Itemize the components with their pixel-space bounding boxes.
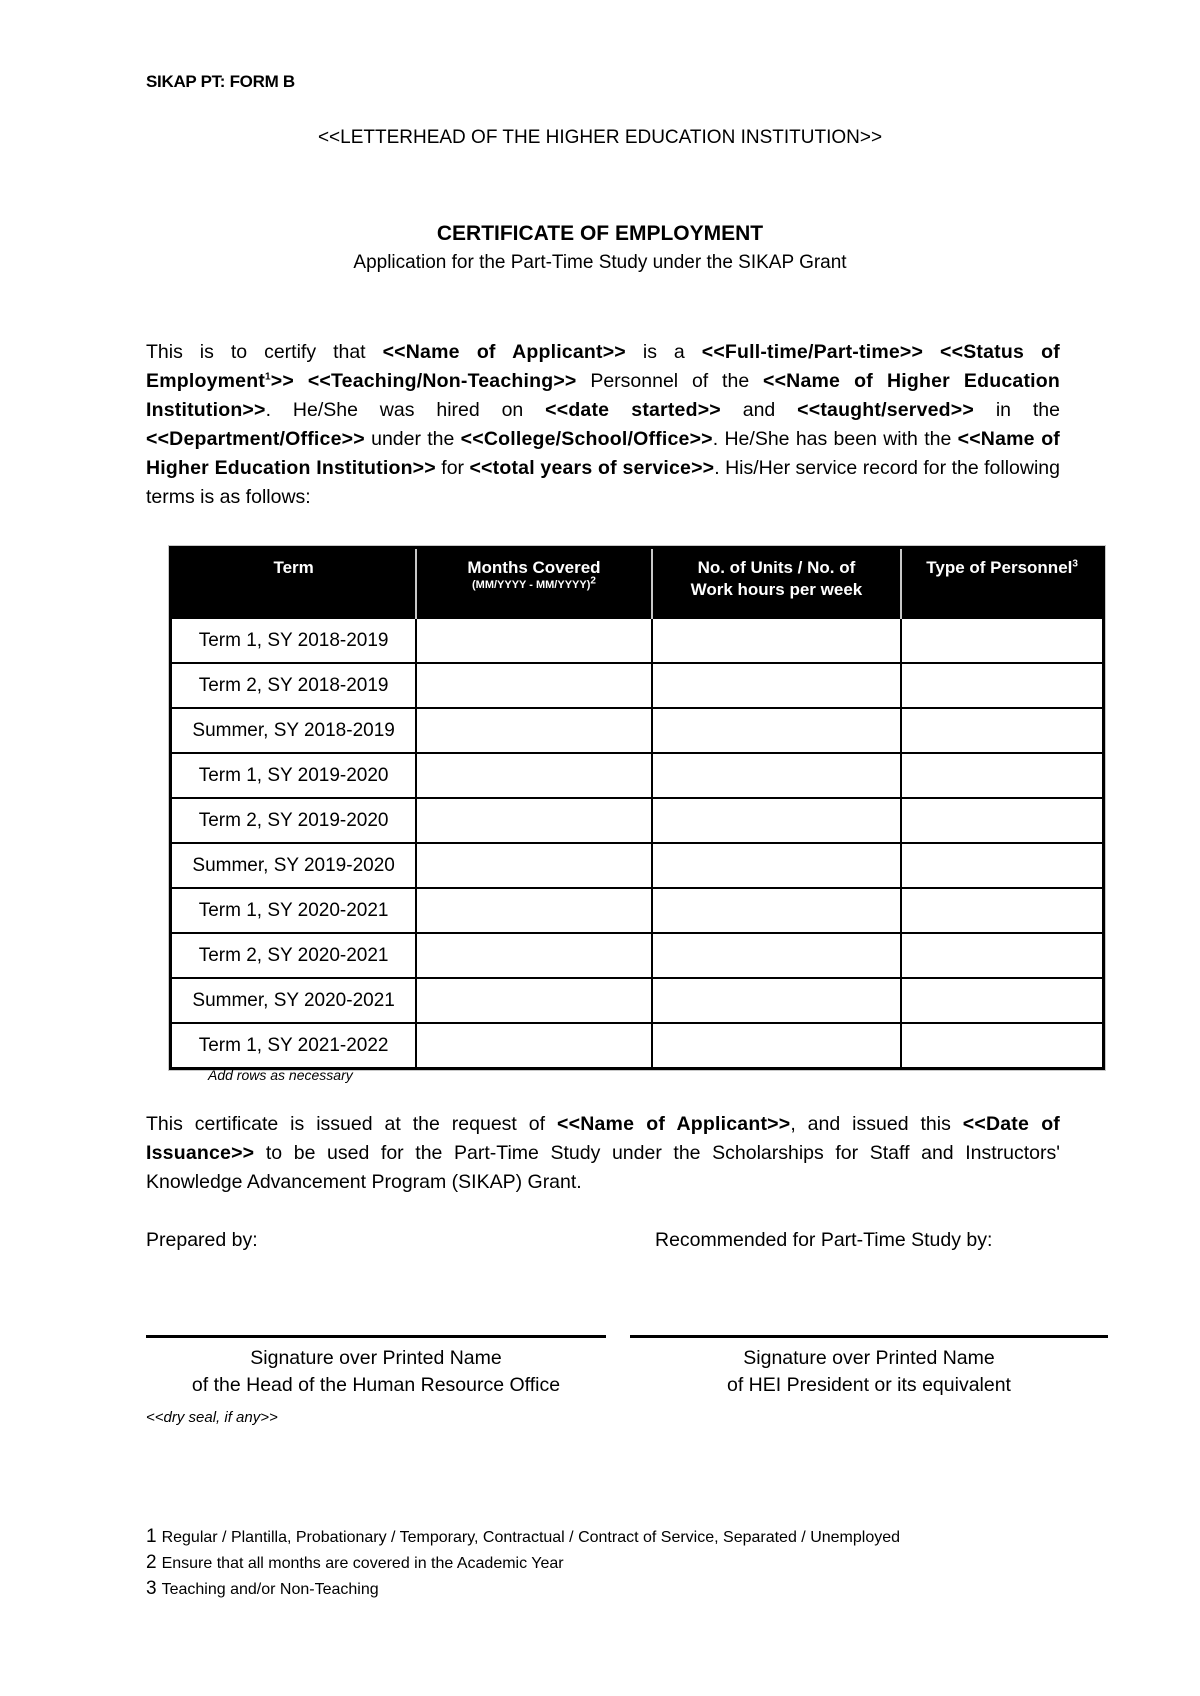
footnotes: [146, 1524, 900, 1602]
caption-line: of HEI President or its equivalent: [727, 1374, 1011, 1396]
units-cell: [652, 978, 902, 1023]
teaching-type-field: <<Teaching/Non-Teaching>>: [307, 370, 577, 392]
text: for: [435, 457, 470, 479]
text: in the: [973, 399, 1061, 421]
months-cell: [416, 978, 651, 1023]
type-cell: [901, 618, 1103, 663]
footnote-number: 1: [146, 1526, 157, 1547]
term-cell: Term 2, SY 2018-2019: [171, 663, 417, 708]
header-units-line1: No. of Units / No. of: [697, 558, 856, 577]
table-header-row: [171, 548, 1104, 619]
months-cell: [416, 798, 651, 843]
text: This is to certify that: [146, 341, 383, 363]
department-office-field: <<Department/Office>>: [146, 428, 365, 450]
text: is a: [625, 341, 702, 363]
text: . He/She has been with the: [712, 428, 958, 450]
text: Personnel of the: [576, 370, 763, 392]
text: This certificate is issued at the request of: [146, 1113, 558, 1135]
header-units-hours: [652, 548, 902, 619]
table-note: Add rows as necessary: [208, 1067, 353, 1083]
term-cell: Term 1, SY 2020-2021: [171, 888, 417, 933]
hei-president-signature-caption: [630, 1345, 1108, 1399]
caption-line: of the Head of the Human Resource Office: [191, 1374, 561, 1396]
header-units-line2: Work hours per week: [690, 580, 863, 599]
type-cell: [901, 843, 1103, 888]
months-cell: [416, 888, 651, 933]
text: (MM/YYYY - MM/YYYY): [472, 579, 591, 591]
type-cell: [901, 978, 1103, 1023]
text: under the: [364, 428, 461, 450]
recommended-by-label: Recommended for Part-Time Study by:: [655, 1229, 993, 1251]
table-row: [171, 1023, 1104, 1069]
dry-seal-note: <<dry seal, if any>>: [146, 1409, 278, 1426]
text: and: [720, 399, 798, 421]
prepared-by-label: Prepared by:: [146, 1229, 258, 1251]
footnote-text: Ensure that all months are covered in the Academic Year: [161, 1555, 564, 1572]
units-cell: [652, 933, 902, 978]
header-term: Term: [171, 548, 417, 619]
text: to be used for the Part-Time Study under the Scholarships for Staff and Instructors' Knowledge Advancement Program (SIKAP) Grant.: [146, 1142, 1060, 1193]
units-cell: [652, 663, 902, 708]
header-months-covered: [416, 548, 651, 619]
table-row: [171, 978, 1104, 1023]
hei-president-signature-line: [630, 1335, 1108, 1338]
header-months-format: [423, 575, 644, 591]
table-row: [171, 663, 1104, 708]
type-cell: [901, 798, 1103, 843]
text: [294, 370, 308, 392]
months-cell: [416, 618, 651, 663]
table-row: [171, 618, 1104, 663]
units-cell: [652, 1023, 902, 1069]
table-row: [171, 843, 1104, 888]
footnote: [146, 1576, 900, 1602]
term-cell: Term 1, SY 2019-2020: [171, 753, 417, 798]
taught-served-field: <<taught/served>>: [797, 399, 974, 421]
text: <<Status of Employment: [146, 341, 1060, 392]
footnote-text: Regular / Plantilla, Probationary / Temporary, Contractual / Contract of Service, Separated / Unemployed: [161, 1529, 901, 1546]
text: >>: [270, 370, 294, 392]
text: . He/She was hired on: [265, 399, 546, 421]
header-months-label: Months Covered: [467, 558, 601, 577]
units-cell: [652, 843, 902, 888]
months-cell: [416, 708, 651, 753]
months-cell: [416, 843, 651, 888]
units-cell: [652, 753, 902, 798]
table-row: [171, 798, 1104, 843]
name-of-applicant-field: <<Name of Applicant>>: [382, 341, 626, 363]
hei-name-field: <<Name of Higher Education Institution>>: [146, 428, 1060, 479]
footnote-number: 3: [146, 1578, 157, 1599]
units-cell: [652, 888, 902, 933]
certification-paragraph: [146, 338, 1060, 512]
months-cell: [416, 933, 651, 978]
term-cell: Term 1, SY 2021-2022: [171, 1023, 417, 1069]
units-cell: [652, 618, 902, 663]
text: . His/Her service record for the following terms is as follows:: [146, 457, 1060, 508]
table-row: [171, 933, 1104, 978]
date-started-field: <<date started>>: [545, 399, 721, 421]
units-cell: [652, 708, 902, 753]
header-type-of-personnel: [901, 548, 1103, 619]
table-row: [171, 708, 1104, 753]
type-cell: [901, 708, 1103, 753]
issuance-paragraph: [146, 1110, 1060, 1197]
text: Type of Personnel: [926, 558, 1073, 577]
footnote-marker: 1: [265, 371, 271, 383]
footnote-marker: 2: [590, 575, 596, 587]
term-cell: Summer, SY 2020-2021: [171, 978, 417, 1023]
type-cell: [901, 663, 1103, 708]
type-cell: [901, 1023, 1103, 1069]
months-cell: [416, 663, 651, 708]
college-school-office-field: <<College/School/Office>>: [460, 428, 713, 450]
months-cell: [416, 753, 651, 798]
document-subtitle: Application for the Part-Time Study under the SIKAP Grant: [353, 252, 847, 273]
type-cell: [901, 933, 1103, 978]
term-cell: Term 2, SY 2020-2021: [171, 933, 417, 978]
hr-head-signature-line: [146, 1335, 606, 1338]
footnote-marker: 3: [1072, 558, 1078, 570]
term-cell: Summer, SY 2019-2020: [171, 843, 417, 888]
footnote: [146, 1550, 900, 1576]
text: , and issued this: [790, 1113, 963, 1135]
employment-type-field: <<Full-time/Part-time>>: [701, 341, 924, 363]
form-code: SIKAP PT: FORM B: [146, 72, 295, 91]
total-years-field: <<total years of service>>: [469, 457, 715, 479]
text: [923, 341, 940, 363]
footnote-number: 2: [146, 1552, 157, 1573]
service-record-table: [169, 546, 1105, 1070]
hr-head-signature-caption: [146, 1345, 606, 1399]
hei-name-field: <<Name of Higher Education Institution>>: [146, 370, 1060, 421]
table-row: [171, 888, 1104, 933]
term-cell: Term 1, SY 2018-2019: [171, 618, 417, 663]
caption-line: Signature over Printed Name: [250, 1347, 502, 1369]
footnote-text: Teaching and/or Non-Teaching: [161, 1581, 379, 1598]
table-row: [171, 753, 1104, 798]
letterhead-placeholder: <<LETTERHEAD OF THE HIGHER EDUCATION INSTITUTION>>: [317, 127, 883, 148]
type-cell: [901, 753, 1103, 798]
term-cell: Term 2, SY 2019-2020: [171, 798, 417, 843]
months-cell: [416, 1023, 651, 1069]
caption-line: Signature over Printed Name: [743, 1347, 995, 1369]
footnote: [146, 1524, 900, 1550]
date-of-issuance-field: <<Date of Issuance>>: [146, 1113, 1060, 1164]
type-cell: [901, 888, 1103, 933]
units-cell: [652, 798, 902, 843]
name-of-applicant-field: <<Name of Applicant>>: [557, 1113, 791, 1135]
document-title: CERTIFICATE OF EMPLOYMENT: [436, 222, 764, 245]
term-cell: Summer, SY 2018-2019: [171, 708, 417, 753]
